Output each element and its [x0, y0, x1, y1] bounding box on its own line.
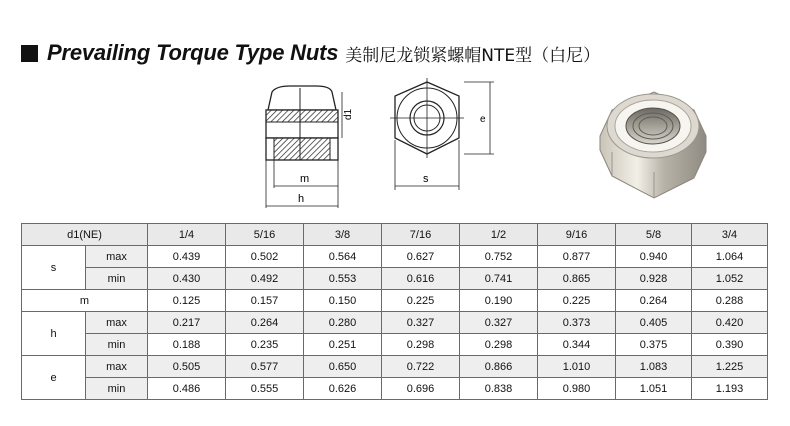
table-cell: 1.193	[692, 378, 768, 400]
page-title: Prevailing Torque Type Nuts	[47, 40, 339, 65]
table-cell: 0.439	[148, 246, 226, 268]
table-cell: 1.052	[692, 268, 768, 290]
table-header-row	[22, 224, 768, 246]
table-row-m	[22, 290, 768, 312]
table-cell: 0.225	[382, 290, 460, 312]
sub-label-min: min	[86, 334, 148, 356]
table-cell: 0.298	[460, 334, 538, 356]
table-cell: 0.150	[304, 290, 382, 312]
sub-label-min: min	[86, 268, 148, 290]
h-dimension-label: h	[298, 193, 305, 205]
d1-dimension-label: d1	[343, 108, 354, 120]
table-cell: 0.980	[538, 378, 616, 400]
table-cell: 0.235	[226, 334, 304, 356]
table-cell: 0.188	[148, 334, 226, 356]
table-cell: 1.083	[616, 356, 692, 378]
table-cell: 1.064	[692, 246, 768, 268]
table-cell: 0.940	[616, 246, 692, 268]
row-label-e: e	[22, 356, 86, 400]
sub-label-max: max	[86, 312, 148, 334]
table-cell: 0.288	[692, 290, 768, 312]
table-cell: 0.420	[692, 312, 768, 334]
table-cell: 0.492	[226, 268, 304, 290]
size-header-cell: 1/2	[460, 224, 538, 246]
m-dimension-label: m	[300, 173, 310, 185]
table-cell: 0.486	[148, 378, 226, 400]
nut-product-photo	[594, 80, 712, 208]
table-cell: 0.722	[382, 356, 460, 378]
table-cell: 0.344	[538, 334, 616, 356]
table-cell: 0.577	[226, 356, 304, 378]
table-cell: 1.051	[616, 378, 692, 400]
size-header-cell: 5/16	[226, 224, 304, 246]
table-cell: 0.928	[616, 268, 692, 290]
s-dimension-label: s	[423, 173, 429, 185]
table-cell: 0.280	[304, 312, 382, 334]
size-header-cell: 3/4	[692, 224, 768, 246]
table-cell: 0.157	[226, 290, 304, 312]
size-header-cell: 9/16	[538, 224, 616, 246]
table-cell: 0.616	[382, 268, 460, 290]
table-row-s-min	[22, 268, 768, 290]
table-cell: 0.264	[616, 290, 692, 312]
header-cell-d1ne: d1(NE)	[22, 224, 148, 246]
size-header-cell: 3/8	[304, 224, 382, 246]
table-row-h-min	[22, 334, 768, 356]
size-header-cell: 1/4	[148, 224, 226, 246]
dimension-table	[21, 223, 768, 400]
table-cell: 0.125	[148, 290, 226, 312]
table-row-e-min	[22, 378, 768, 400]
table-row-e-max	[22, 356, 768, 378]
table-cell: 0.390	[692, 334, 768, 356]
title-row	[21, 38, 600, 68]
table-row-h-max	[22, 312, 768, 334]
sub-label-max: max	[86, 356, 148, 378]
table-cell: 0.298	[382, 334, 460, 356]
sub-label-max: max	[86, 246, 148, 268]
table-cell: 0.405	[616, 312, 692, 334]
sub-label-min: min	[86, 378, 148, 400]
row-label-m: m	[22, 290, 148, 312]
table-cell: 0.627	[382, 246, 460, 268]
table-cell: 0.626	[304, 378, 382, 400]
e-dimension-label: e	[480, 114, 486, 125]
table-cell: 0.264	[226, 312, 304, 334]
table-cell: 1.225	[692, 356, 768, 378]
bullet-square-icon	[21, 45, 38, 62]
page-title-chinese: 美制尼龙锁紧螺帽NTE型（白尼）	[345, 45, 601, 66]
nut-top-view-diagram	[380, 78, 500, 194]
table-cell: 0.866	[460, 356, 538, 378]
table-cell: 0.327	[460, 312, 538, 334]
size-header-cell: 7/16	[382, 224, 460, 246]
size-header-cell: 5/8	[616, 224, 692, 246]
table-cell: 0.553	[304, 268, 382, 290]
nut-side-view-diagram	[250, 80, 370, 212]
row-label-h: h	[22, 312, 86, 356]
table-cell: 0.190	[460, 290, 538, 312]
table-cell: 0.838	[460, 378, 538, 400]
table-cell: 0.505	[148, 356, 226, 378]
table-cell: 0.373	[538, 312, 616, 334]
table-cell: 0.225	[538, 290, 616, 312]
table-cell: 0.741	[460, 268, 538, 290]
table-row-s-max	[22, 246, 768, 268]
row-label-s: s	[22, 246, 86, 290]
table-cell: 0.430	[148, 268, 226, 290]
table-cell: 0.555	[226, 378, 304, 400]
table-cell: 0.865	[538, 268, 616, 290]
table-cell: 0.251	[304, 334, 382, 356]
table-cell: 0.752	[460, 246, 538, 268]
table-cell: 0.327	[382, 312, 460, 334]
table-cell: 0.696	[382, 378, 460, 400]
table-cell: 0.650	[304, 356, 382, 378]
table-cell: 0.502	[226, 246, 304, 268]
table-cell: 1.010	[538, 356, 616, 378]
table-cell: 0.217	[148, 312, 226, 334]
table-cell: 0.375	[616, 334, 692, 356]
table-cell: 0.564	[304, 246, 382, 268]
table-cell: 0.877	[538, 246, 616, 268]
